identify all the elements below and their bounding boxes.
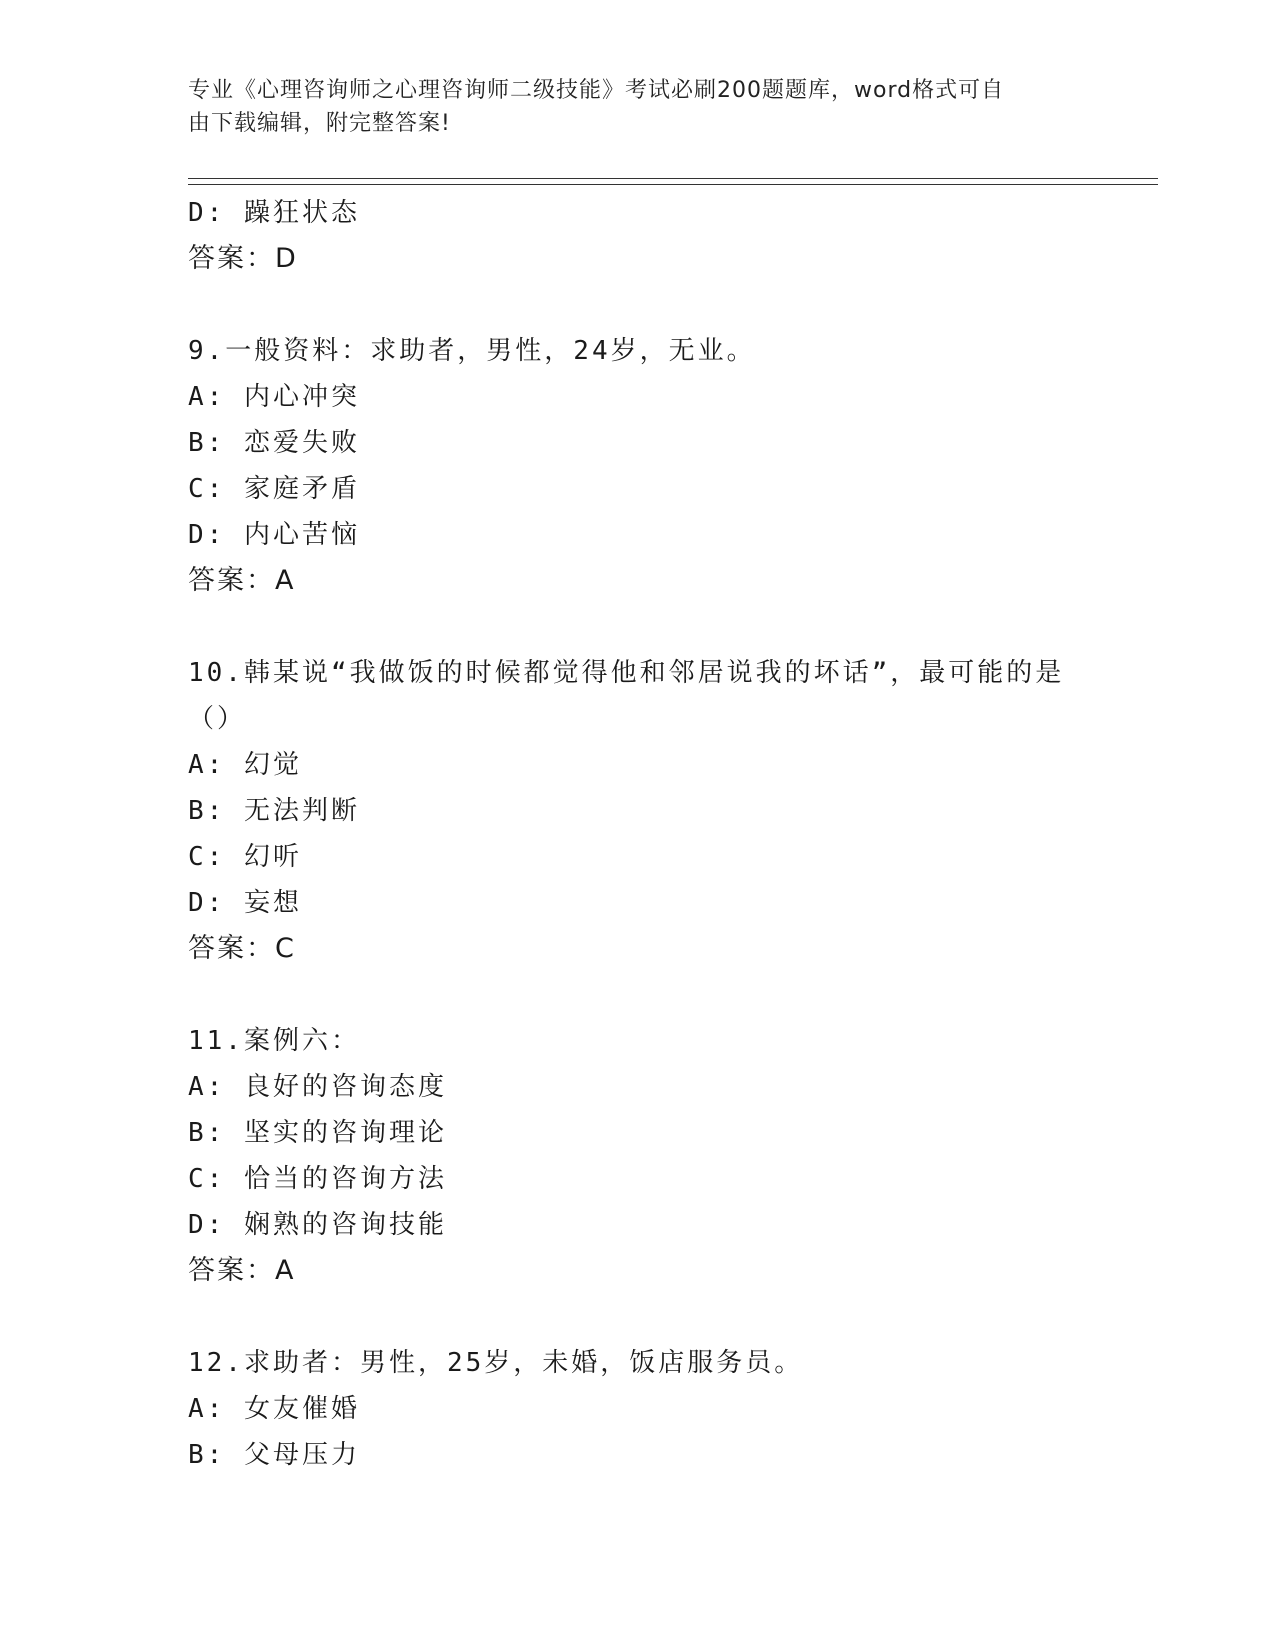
question-stem: 11.案例六： <box>188 1026 360 1056</box>
option-b: B: 坚实的咨询理论 <box>188 1118 447 1148</box>
option-d: D: 躁狂状态 <box>188 198 360 228</box>
document-header <box>188 74 1068 140</box>
question-list <box>188 190 1088 1478</box>
question-12 <box>188 1340 1088 1478</box>
option-a: A: 幻觉 <box>188 750 302 780</box>
spacer <box>188 604 1088 650</box>
answer-line: 答案：D <box>188 243 298 274</box>
question-stem-continued: （） <box>188 704 247 734</box>
question-10 <box>188 650 1088 972</box>
option-c: C: 幻听 <box>188 842 302 872</box>
option-b: B: 父母压力 <box>188 1440 360 1470</box>
option-d: D: 娴熟的咨询技能 <box>188 1210 447 1240</box>
header-divider-bottom <box>188 184 1158 185</box>
question-stem: 12.求助者：男性，25岁，未婚，饭店服务员。 <box>188 1348 804 1378</box>
question-stem: 10.韩某说“我做饭的时候都觉得他和邻居说我的坏话”，最可能的是 <box>188 658 1065 688</box>
option-b: B: 无法判断 <box>188 796 360 826</box>
question-9 <box>188 328 1088 604</box>
option-c: C: 家庭矛盾 <box>188 474 360 504</box>
option-a: A: 女友催婚 <box>188 1394 360 1424</box>
option-d: D: 内心苦恼 <box>188 520 360 550</box>
answer-line: 答案：A <box>188 1255 296 1286</box>
option-a: A: 良好的咨询态度 <box>188 1072 447 1102</box>
option-c: C: 恰当的咨询方法 <box>188 1164 447 1194</box>
header-divider-top <box>188 178 1158 179</box>
header-line-1: 专业《心理咨询师之心理咨询师二级技能》考试必刷200题题库，word格式可自 <box>188 78 1005 103</box>
question-11 <box>188 1018 1088 1294</box>
option-d: D: 妄想 <box>188 888 302 918</box>
header-line-2: 由下载编辑，附完整答案! <box>188 111 451 136</box>
question-stem: 9.一般资料：求助者，男性，24岁，无业。 <box>188 336 756 366</box>
option-b: B: 恋爱失败 <box>188 428 360 458</box>
spacer <box>188 972 1088 1018</box>
option-a: A: 内心冲突 <box>188 382 360 412</box>
previous-question-tail <box>188 190 1088 282</box>
spacer <box>188 282 1088 328</box>
answer-line: 答案：A <box>188 565 296 596</box>
answer-line: 答案：C <box>188 933 296 964</box>
spacer <box>188 1294 1088 1340</box>
